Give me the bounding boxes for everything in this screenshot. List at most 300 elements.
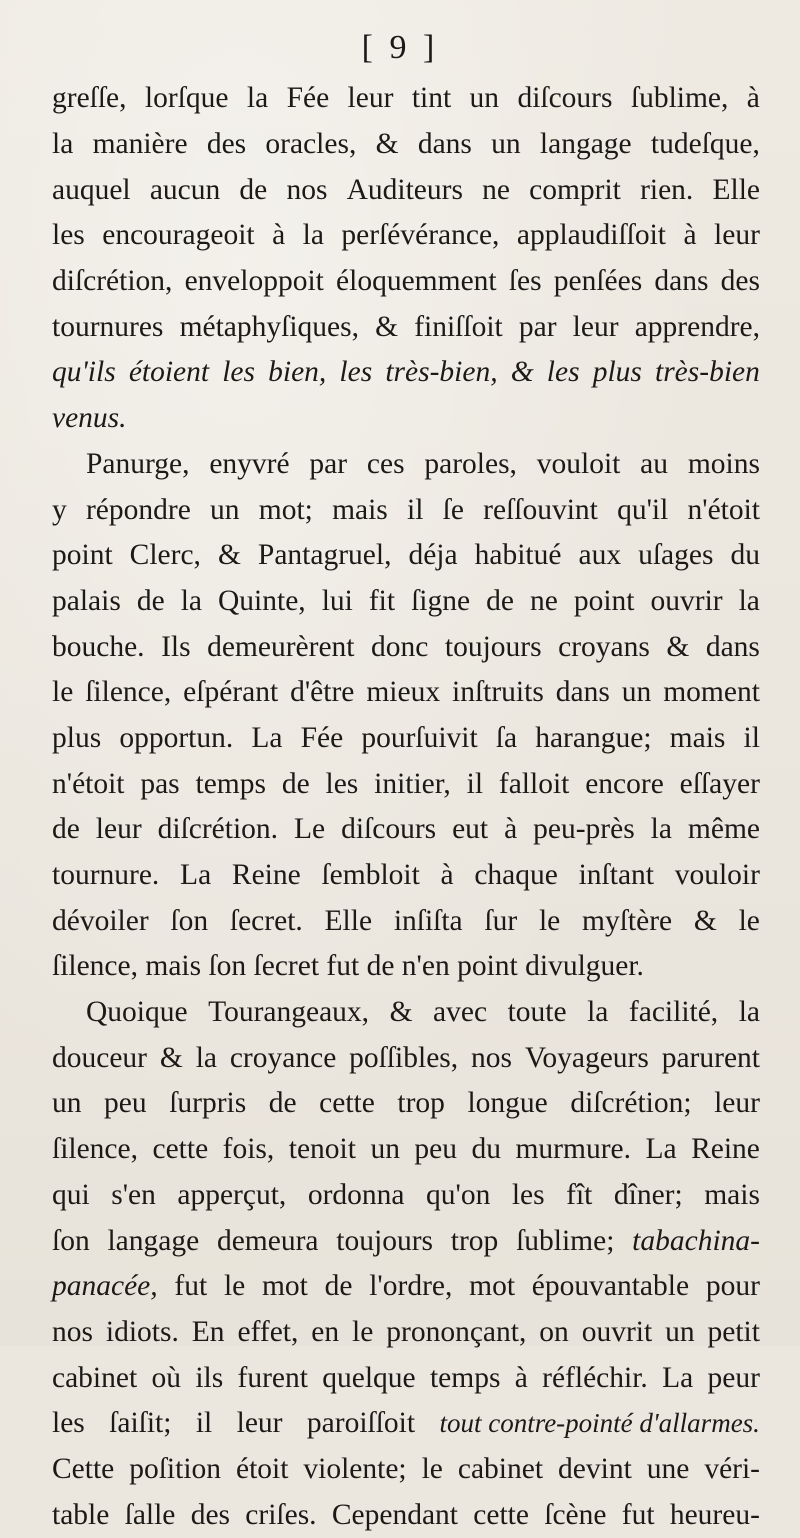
word: ſcène (544, 1498, 607, 1531)
word: & (666, 630, 690, 663)
word: la (246, 82, 269, 115)
word: langage (539, 128, 632, 161)
word: leur (714, 1087, 760, 1120)
word: dans (555, 676, 610, 709)
word: mais (669, 721, 726, 754)
text-line (52, 1035, 760, 1081)
word: Clerc, (129, 539, 201, 572)
word: diſcrétion, (52, 265, 173, 298)
word: idiots. (105, 1315, 179, 1348)
word: ſon (52, 1224, 90, 1257)
word: un (52, 1087, 82, 1120)
word: finiſſoit (414, 310, 503, 343)
word: ſe (442, 493, 464, 526)
word: peu (104, 1087, 147, 1120)
word: ſur (484, 904, 518, 937)
word: myſtère (582, 904, 673, 937)
word: du (471, 1133, 501, 1166)
word: parurent (661, 1041, 760, 1074)
word: le (738, 904, 760, 937)
text-line (52, 442, 760, 488)
word: point (52, 539, 113, 572)
word: dévoiler (52, 904, 149, 937)
word: épouvantable (531, 1270, 690, 1303)
word: applaudiſſoit (516, 219, 667, 252)
word: diſcours (341, 813, 437, 846)
word: il (407, 493, 424, 526)
word: tournures (52, 310, 164, 343)
text-line (52, 944, 760, 990)
word: très-bien, (385, 356, 498, 389)
word: Elle (324, 904, 373, 937)
word: apperçut, (177, 1178, 287, 1211)
word: pourſuivit (361, 721, 478, 754)
word: trop (397, 1087, 445, 1120)
word: mot (261, 1270, 308, 1303)
word: criſes. (245, 1498, 317, 1531)
word: leur (714, 219, 760, 252)
word: & (217, 539, 241, 572)
word: qu'il (617, 493, 669, 526)
word: mot; (258, 493, 313, 526)
word: un (491, 128, 521, 161)
word: une (646, 1452, 690, 1485)
word: tournure. (52, 859, 160, 892)
word: il (743, 721, 760, 754)
word: répondre (85, 493, 191, 526)
text-line (52, 624, 760, 670)
word: éloquemment (336, 265, 497, 298)
word: La (180, 859, 212, 892)
word: & (375, 310, 399, 343)
word: greſſe, (52, 82, 127, 115)
word: la (738, 996, 760, 1029)
word: donc (371, 630, 429, 663)
text-line (52, 1447, 760, 1493)
word: de (281, 767, 310, 800)
word: leur (236, 1407, 283, 1440)
word: fut (326, 950, 360, 983)
word: de (239, 173, 268, 206)
text-line (52, 1173, 760, 1219)
word: lorſque (144, 82, 229, 115)
word: la (180, 584, 202, 617)
word: dans (654, 265, 709, 298)
word: harangue; (535, 721, 652, 754)
word: facilité, (628, 996, 719, 1029)
word: les (222, 356, 255, 389)
word: vouloir (674, 859, 760, 892)
word: fois, (222, 1133, 275, 1166)
word: à (504, 813, 518, 846)
word: aucun (149, 173, 221, 206)
word: nos (471, 1041, 512, 1074)
word: il (195, 1407, 213, 1440)
word: pas (140, 767, 180, 800)
word: croyance (229, 1041, 337, 1074)
word: Quoique (86, 996, 188, 1029)
word: apprendre, (634, 310, 760, 343)
text-line (52, 1401, 760, 1447)
text-line (52, 1355, 760, 1401)
word: très-bien (655, 356, 760, 389)
word: peu-près (533, 813, 635, 846)
word: quelque (322, 1361, 416, 1394)
word: venus. (52, 402, 127, 435)
text-line (52, 670, 760, 716)
word: Voyageurs (524, 1041, 649, 1074)
word: temps (429, 1361, 501, 1394)
word: cabinet (457, 1452, 544, 1485)
word: étoit (236, 1452, 289, 1485)
word: le (223, 1270, 246, 1303)
word: ces (366, 447, 405, 480)
text-line (52, 1264, 760, 1310)
word: ſublime, (630, 82, 729, 115)
word: fît (566, 1178, 593, 1211)
word: ils (195, 1361, 224, 1394)
word: Reine (691, 1133, 760, 1166)
word: tenoit (288, 1133, 356, 1166)
word: ſilence, (52, 1133, 138, 1166)
word: Quinte, (218, 584, 306, 617)
word: mieux (366, 676, 441, 709)
word: y (52, 493, 67, 526)
word: Tourangeaux, (208, 996, 370, 1029)
word: en (311, 1315, 340, 1348)
word: leur (347, 82, 394, 115)
word: enyvré (209, 447, 290, 480)
text-line (52, 122, 760, 168)
word: la (52, 128, 74, 161)
word: inſtant (578, 859, 654, 892)
word: mais (145, 950, 202, 983)
word: paroiſſoit (306, 1407, 416, 1440)
word: ouvrir (650, 584, 723, 617)
word: n'étoit (687, 493, 760, 526)
word: ſublime; (516, 1224, 615, 1257)
word: vouloit (536, 447, 621, 480)
word: dans (417, 128, 472, 161)
word: inſtruits (452, 676, 544, 709)
word: par (518, 310, 557, 343)
word: les (511, 1178, 545, 1211)
word: & (159, 1041, 183, 1074)
word: habitué (474, 539, 562, 572)
word: divulguer. (525, 950, 644, 983)
word: murmure. (515, 1133, 631, 1166)
word: devint (558, 1452, 632, 1485)
word: moment (663, 676, 760, 709)
word: Pantagruel, (257, 539, 392, 572)
word: toujours (336, 1224, 433, 1257)
word: ſes (508, 265, 542, 298)
word: fut (174, 1270, 208, 1303)
word: Elle (712, 173, 760, 206)
word: la (195, 1041, 217, 1074)
word: & (510, 356, 534, 389)
word: eſſayer (679, 767, 760, 800)
word: perſévérance, (341, 219, 500, 252)
text-line (52, 213, 760, 259)
word: fit (368, 584, 396, 617)
word: Cependant (331, 1498, 458, 1531)
word: nos (52, 1315, 93, 1348)
word: fut (621, 1498, 655, 1531)
word: violente; (303, 1452, 407, 1485)
word: de (52, 813, 80, 846)
word: Auditeurs (346, 173, 463, 206)
word: à (440, 859, 454, 892)
word: ſon (208, 950, 247, 983)
word: les (339, 356, 373, 389)
word: palais (52, 584, 121, 617)
text-line (52, 259, 760, 305)
word: furent (237, 1361, 308, 1394)
word: plus (592, 356, 642, 389)
word: penſées (553, 265, 643, 298)
word: En (191, 1315, 225, 1348)
text-line (52, 487, 760, 533)
text-line (52, 1492, 760, 1538)
word: déja (408, 539, 458, 572)
word: demeura (216, 1224, 319, 1257)
word: qu'ils (52, 356, 116, 389)
word: Cette (52, 1452, 115, 1485)
word: encourageoit (102, 219, 255, 252)
word: prononçant, (386, 1315, 527, 1348)
word: un (469, 82, 500, 115)
word: nos (286, 173, 328, 206)
word: par (309, 447, 348, 480)
word: comprit (529, 173, 621, 206)
word: ſecret (253, 950, 320, 983)
text-line (52, 1218, 760, 1264)
word: on (539, 1315, 569, 1348)
word: mais (332, 493, 388, 526)
word: ſurpris (169, 1087, 247, 1120)
word: diſcrétion. (157, 813, 279, 846)
word: de (136, 584, 165, 617)
word: les (546, 356, 580, 389)
word: ſecret. (229, 904, 303, 937)
word: un (210, 493, 240, 526)
word: croyans (558, 630, 650, 663)
word: à (683, 219, 697, 252)
word: d'être (290, 676, 355, 709)
word: point (573, 584, 635, 617)
word: des (720, 265, 760, 298)
text-line (52, 533, 760, 579)
word: qu'on (426, 1178, 491, 1211)
word: effet, (237, 1315, 299, 1348)
word: à (514, 1361, 528, 1394)
word: eut (452, 813, 489, 846)
word: les (325, 767, 359, 800)
word: encore (585, 767, 664, 800)
word: ouvrit (581, 1315, 653, 1348)
word: le (538, 904, 561, 937)
word: ſon (170, 904, 209, 937)
word: & (375, 128, 399, 161)
word: pour (705, 1270, 760, 1303)
word: n'en (401, 950, 450, 983)
word: ſaiſit; (109, 1407, 172, 1440)
word: la (587, 996, 609, 1029)
word: cette (473, 1498, 529, 1531)
word: du (730, 539, 760, 572)
word: véri- (704, 1452, 760, 1485)
word: poſſibles, (349, 1041, 459, 1074)
word: eſpérant (183, 676, 279, 709)
word: cette (152, 1133, 209, 1166)
text-line (52, 350, 760, 396)
word: un (665, 1315, 695, 1348)
word: un (370, 1133, 400, 1166)
word: tint (411, 82, 452, 115)
word: manière (92, 128, 188, 161)
word: ſilence, (52, 950, 138, 983)
text-line (52, 76, 760, 122)
word: poſition (129, 1452, 222, 1485)
word: table (52, 1498, 110, 1531)
word: cette (319, 1087, 375, 1120)
body-text (52, 76, 760, 1538)
word: à (746, 82, 760, 115)
text-line (52, 853, 760, 899)
word: opportun. (119, 721, 234, 754)
word: où (151, 1361, 181, 1394)
word: mot (469, 1270, 516, 1303)
text-line (52, 167, 760, 213)
word: demeurèrent (207, 630, 355, 663)
word: mais (704, 1178, 760, 1211)
word: ordonna (307, 1178, 405, 1211)
word: à (272, 219, 286, 252)
text-line (52, 396, 760, 442)
italic-phrase: tout contre-pointé d'allarmes. (439, 1408, 760, 1439)
word: Panurge, (86, 447, 190, 480)
word: de (268, 1087, 297, 1120)
word: cabinet (52, 1361, 138, 1394)
word: Reine (231, 859, 301, 892)
word: dîner; (613, 1178, 683, 1211)
word: moins (687, 447, 760, 480)
word: l'ordre, (369, 1270, 453, 1303)
text-line (52, 1310, 760, 1356)
word: ſalle (124, 1498, 176, 1531)
word: langage (107, 1224, 200, 1257)
word: initier, (374, 767, 451, 800)
word: douceur (52, 1041, 148, 1074)
word: lui (321, 584, 353, 617)
word: point (457, 950, 518, 983)
word: un (621, 676, 652, 709)
word: des (190, 1498, 231, 1531)
word: trop (450, 1224, 499, 1257)
word: rien. (640, 173, 694, 206)
word: reſſouvint (483, 493, 598, 526)
text-line (52, 304, 760, 350)
word: le (52, 676, 74, 709)
text-line (52, 761, 760, 807)
word: & (693, 904, 717, 937)
word: aux (578, 539, 622, 572)
word: bouche. (52, 630, 145, 663)
word: tudeſque, (650, 128, 760, 161)
word: ſigne (411, 584, 471, 617)
word: ſembloit (321, 859, 420, 892)
word: les (52, 1407, 85, 1440)
word: Le (294, 813, 326, 846)
word: de (324, 1270, 353, 1303)
word: la (650, 813, 672, 846)
word: même (687, 813, 760, 846)
word: La (645, 1133, 677, 1166)
word: La (251, 721, 283, 754)
word: paroles, (424, 447, 517, 480)
word: petit (707, 1315, 760, 1348)
word: le (421, 1452, 443, 1485)
text-line (52, 990, 760, 1036)
word: bien, (268, 356, 327, 389)
word: enveloppoit (184, 265, 324, 298)
word: des (206, 128, 247, 161)
word: tabachina- (632, 1224, 760, 1257)
word: Ils (161, 630, 191, 663)
text-line (52, 1081, 760, 1127)
page-number: [ 9 ] (361, 29, 439, 66)
word: auquel (52, 173, 131, 206)
word: plus (52, 721, 102, 754)
word: diſcrétion; (570, 1087, 692, 1120)
text-line (52, 716, 760, 762)
word: chaque (474, 859, 558, 892)
word: réfléchir. (542, 1361, 648, 1394)
word: inſiſta (393, 904, 463, 937)
word: dans (705, 630, 760, 663)
word: les (52, 219, 85, 252)
word: ſilence, (85, 676, 172, 709)
word: uſages (638, 539, 714, 572)
word: Fée (286, 82, 330, 115)
word: leur (572, 310, 619, 343)
word: ne (529, 584, 558, 617)
word: toute (507, 996, 567, 1029)
word: Fée (300, 721, 344, 754)
word: il (466, 767, 484, 800)
word: qui (52, 1178, 90, 1211)
word: avec (433, 996, 488, 1029)
text-line (52, 1127, 760, 1173)
word: s'en (111, 1178, 156, 1211)
word: falloit (498, 767, 570, 800)
word: au (640, 447, 668, 480)
word: la (302, 219, 324, 252)
word: temps (195, 767, 266, 800)
word: leur (95, 813, 142, 846)
word: panacée, (52, 1270, 158, 1303)
word: de (366, 950, 395, 983)
word: ne (482, 173, 510, 206)
text-line (52, 579, 760, 625)
word: La (662, 1361, 694, 1394)
word: toujours (444, 630, 542, 663)
text-line (52, 898, 760, 944)
word: ſa (495, 721, 518, 754)
word: n'étoit (52, 767, 125, 800)
word: la (738, 584, 760, 617)
